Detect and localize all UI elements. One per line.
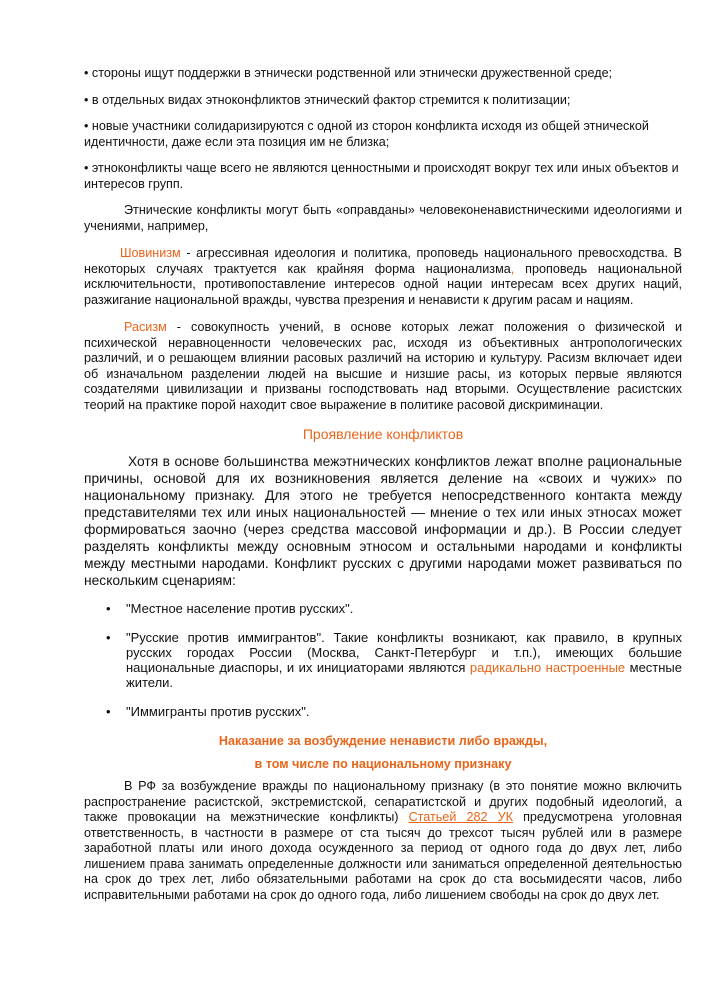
conflicts-paragraph: Хотя в основе большинства межэтнических конфликтов лежат вполне рациональные причины, основой для их возникновения является деление на «своих и чужих» по национальному признаку. Для этого не требуется непосредственного контакта между представителями тех или иных национальностей — мнение о тех или иных этносах может формироваться заочно (через средства массовой информации и др.). В России следует разделять конфликты между основным этносом и остальными народами и конфликты между местными народами. Конфликт русских с другими народами может развиваться по нескольким сценариям: <box>84 454 682 588</box>
racism-text: - совокупность учений, в основе которых лежат положения о физической и психической неравноценности человеческих рас, исходя из объективных антропологических различий, и о решающем влиянии расовых различий на историю и культуру. Расизм включает идеи об изначальном разделении людей на высшие и низшие расы, из которых первые являются создателями цивилизации и призваны господствовать над вторыми. Осуществление расистских теорий на практике порой находит свое выражение в политике расовой дискриминации. <box>84 320 682 412</box>
scenario-item <box>84 704 682 719</box>
racism-paragraph <box>84 320 682 413</box>
chauvinism-comma: , <box>510 261 515 276</box>
bullet-politicization: • в отдельных видах этноконфликтов этнический фактор стремится к политизации; <box>84 92 571 107</box>
scenario-text: "Местное население против русских". <box>126 601 354 616</box>
justification-paragraph: Этнические конфликты могут быть «оправданы» человеконенавистническими идеологиями и учениями, например, <box>84 203 682 233</box>
article-282-link[interactable]: Статьей 282 УК <box>408 810 513 824</box>
section-heading-conflicts: Проявление конфликтов <box>302 426 464 442</box>
bullet-values: • этноконфликты чаще всего не являются ценностными и происходят вокруг тех или иных объектов и интересов групп. <box>84 161 679 191</box>
racism-term: Расизм <box>124 320 167 334</box>
document-page <box>84 66 682 903</box>
scenario-item <box>84 630 682 690</box>
scenario-highlight: радикально настроенные <box>469 660 626 675</box>
bullet-dot-icon: • <box>106 601 111 616</box>
chauvinism-text-1: - агрессивная идеология и политика, проповедь национального превосходства. В некоторых случаях трактуется как крайняя форма национализма <box>84 246 682 276</box>
punishment-text-2: предусмотрена уголовная ответственность, в частности в размере от ста тысяч до трехсот тысяч рублей или в размере заработной платы или иного дохода осужденного за период от одного года до двух лет, либо лишением права занимать определенные должности или заниматься определенной деятельностью на срок до трех лет, либо обязательными работами на срок до ста восьмидесяти часов, либо исправительными работами на срок до одного года, либо лишением свободы на срок до двух лет. <box>84 810 682 902</box>
punishment-text-1: В РФ за возбуждение вражды по национальному признаку (в это понятие можно включить распространение расистской, экстремистской, сепаратистской и других подобный идеологий, а также провокации на межэтнические конфликты) <box>84 779 682 824</box>
bullet-support: • стороны ищут поддержки в этнически родственной или этнически дружественной среде; <box>84 66 613 80</box>
punishment-heading-line2: в том числе по национальному признаку <box>254 757 512 771</box>
bullet-solidarity: • новые участники солидаризируются с одной из сторон конфликта исходя из общей этнической идентичности, даже если эта позиция им не близка; <box>84 119 649 149</box>
bullet-dot-icon: • <box>106 630 111 645</box>
scenario-list <box>84 601 682 719</box>
punishment-paragraph <box>84 779 682 903</box>
chauvinism-term: Шовинизм <box>120 246 181 260</box>
bullet-dot-icon: • <box>106 704 111 719</box>
chauvinism-paragraph <box>84 246 682 308</box>
scenario-text: "Русские против иммигрантов". Такие конфликты возникают, как правило, в крупных русских городах России (Москва, Санкт-Петербург и т.п.), имеющих большие национальные диаспоры, и их инициаторами являются <box>126 630 682 675</box>
chauvinism-text-2: проповедь национальной исключительности, противопоставление интересов одной нации интересам всех других наций, разжигание национальной вражды, чувства презрения и ненависти к другим расам и нациям. <box>84 261 682 307</box>
scenario-text-end: местные жители. <box>126 660 683 690</box>
scenario-item <box>84 601 682 616</box>
scenario-text: "Иммигранты против русских". <box>126 704 310 719</box>
punishment-heading-line1: Наказание за возбуждение ненависти либо вражды, <box>218 734 548 748</box>
